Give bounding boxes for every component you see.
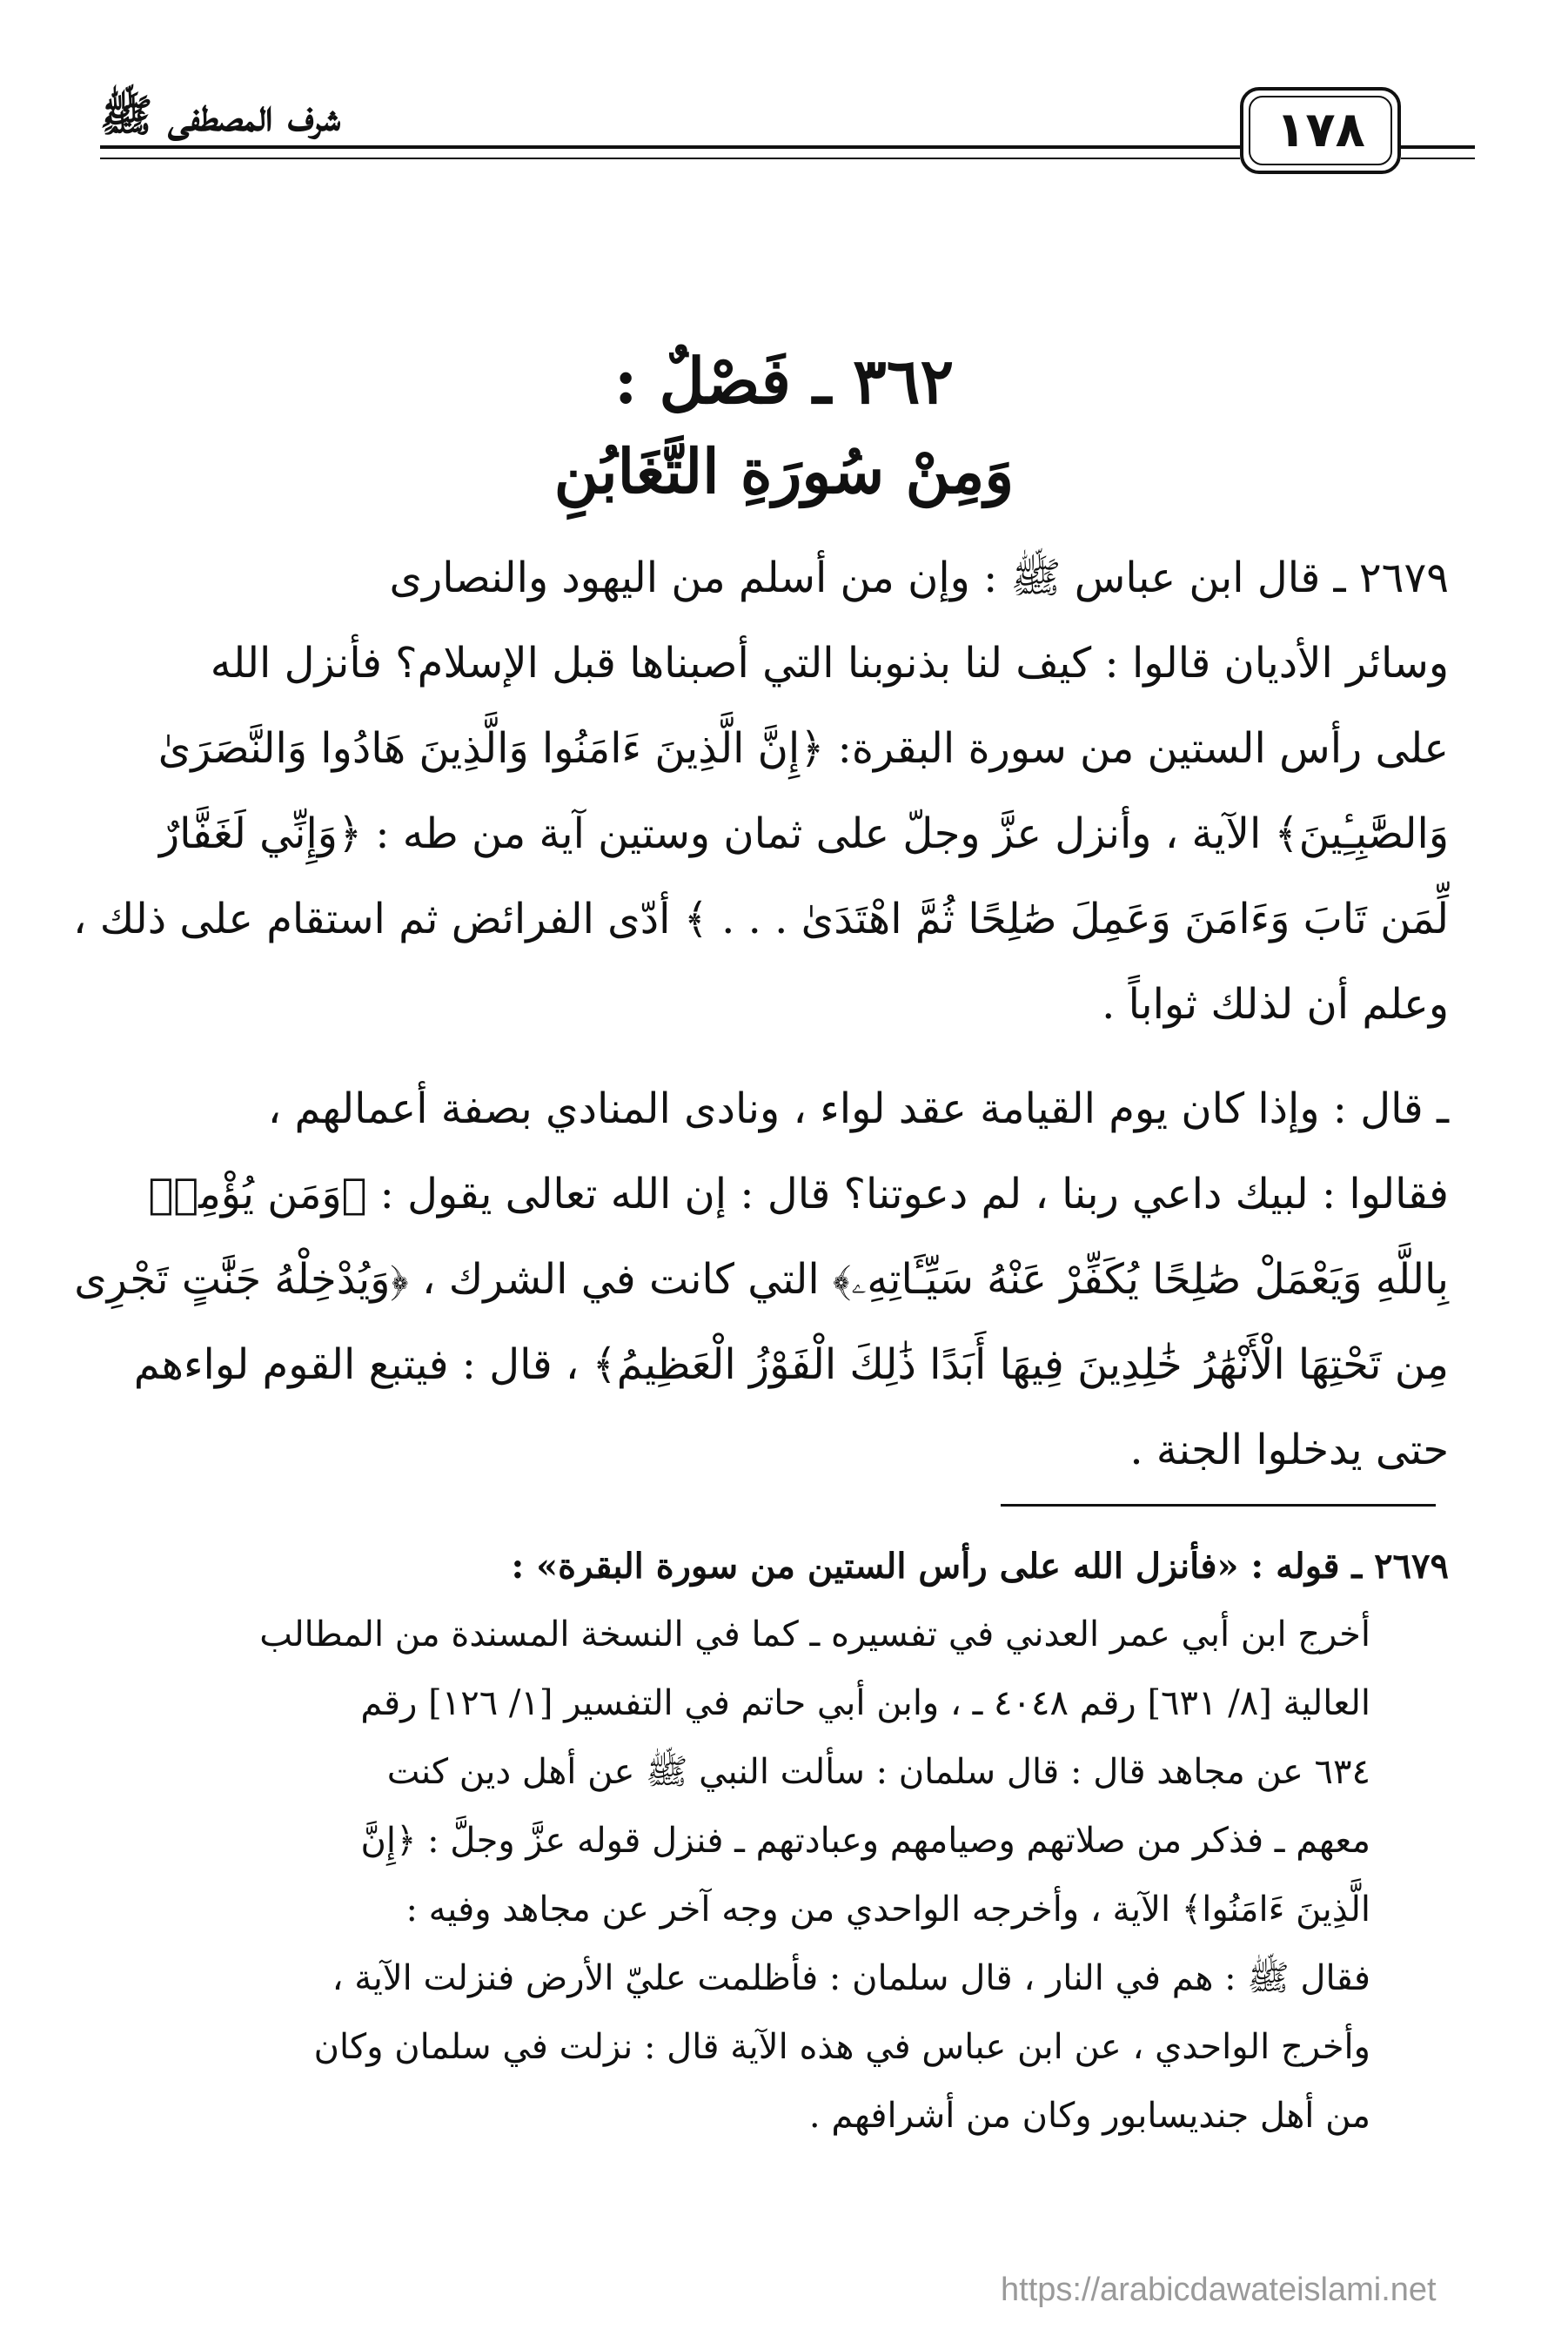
text-line: حتى يدخلوا الجنة . (1129, 1426, 1449, 1474)
page-header (100, 83, 1475, 178)
header-rule-left (100, 145, 1240, 159)
footnote-separator (1001, 1504, 1436, 1507)
header-rule-right (1401, 145, 1475, 159)
text-line: على رأس الستين من سورة البقرة: ﴿إِنَّ الَّذِينَ ءَامَنُوا وَالَّذِينَ هَادُوا وَالنَّصَرَىٰ (157, 724, 1449, 773)
text-line: ـ قال : وإذا كان يوم القيامة عقد لواء ، ونادى المنادي بصفة أعمالهم ، (267, 1084, 1449, 1133)
watermark-url: https://arabicdawateislami.net (1001, 2272, 1437, 2308)
page-number: ١٧٨ (1249, 96, 1392, 165)
footnote (122, 1532, 1449, 2151)
footnote-heading: ٢٦٧٩ ـ قوله : «فأنزل الله على رأس الستين من سورة البقرة» : (511, 1546, 1449, 1587)
footnote-line: من أهل جنديسابور وكان من أشرافهم . (808, 2096, 1370, 2136)
text-line: وعلم أن لذلك ثواباً . (1102, 980, 1449, 1029)
footnote-line: أخرج ابن أبي عمر العدني في تفسيره ـ كما في النسخة المسندة من المطالب (259, 1614, 1370, 1654)
text-line: وَالصَّٰبِـِٔينَ﴾ الآية ، وأنزل عزَّ وجلّ على ثمان وستين آية من طه : ﴿وَإِنِّي لَغَفَّارٌ (158, 809, 1449, 858)
surah-heading: وَمِنْ سُورَةِ التَّغَابُنِ (553, 435, 1015, 507)
section-heading: ٣٦٢ ـ فَصْلٌ : (613, 344, 955, 418)
text-line: وسائر الأديان قالوا : كيف لنا بذنوبنا التي أصبناها قبل الإسلام؟ فأنزل الله (210, 639, 1449, 688)
main-text (72, 535, 1449, 1493)
footnote-line: ٦٣٤ عن مجاهد قال : قال سلمان : سألت النبي ﷺ عن أهل دين كنت (386, 1752, 1370, 1792)
footnote-line: الَّذِينَ ءَامَنُوا﴾ الآية ، وأخرجه الواحدي من وجه آخر عن مجاهد وفيه : (405, 1889, 1370, 1930)
footnote-line: العالية [٨/ ٦٣١] رقم ٤٠٤٨ ـ ، وابن أبي حاتم في التفسير [١/ ١٢٦] رقم (360, 1683, 1370, 1723)
text-line: بِاللَّهِ وَيَعْمَلْ صَٰلِحًا يُكَفِّرْ عَنْهُ سَيِّـَٔاتِهِۦ﴾ التي كانت في الشرك ، ﴿وَيُدْخِلْهُ جَنَّٰتٍ تَجْرِى (74, 1255, 1449, 1304)
paragraph-gap (122, 1047, 1449, 1066)
footnote-line: معهم ـ فذكر من صلاتهم وصيامهم وعبادتهم ـ فنزل قوله عزَّ وجلَّ : ﴿إِنَّ (360, 1821, 1370, 1861)
footnote-line: وأخرج الواحدي ، عن ابن عباس في هذه الآية قال : نزلت في سلمان وكان (313, 2027, 1370, 2067)
text-line: فقالوا : لبيك داعي ربنا ، لم دعوتنا؟ قال : إن الله تعالى يقول : ﴿وَمَن يُؤْمِنۢ (148, 1170, 1449, 1218)
page-number-frame (1240, 87, 1401, 174)
text-line: ٢٦٧٩ ـ قال ابن عباس ﷺ : وإن من أسلم من اليهود والنصارى (389, 554, 1449, 602)
text-line: مِن تَحْتِهَا الْأَنْهَٰرُ خَٰلِدِينَ فِيهَا أَبَدًا ذَٰلِكَ الْفَوْزُ الْعَظِيمُ﴾ ، قال : فيتبع القوم لواءهم (133, 1340, 1449, 1389)
running-title: شرف المصطفى ﷺ (100, 90, 341, 141)
text-line: لِّمَن تَابَ وَءَامَنَ وَعَمِلَ صَٰلِحًا ثُمَّ اهْتَدَىٰ . . . ﴾ أدّى الفرائض ثم استقام على ذلك ، (72, 895, 1449, 943)
footnote-line: فقال ﷺ : هم في النار ، قال سلمان : فأظلمت عليّ الأرض فنزلت الآية ، (332, 1958, 1370, 1998)
